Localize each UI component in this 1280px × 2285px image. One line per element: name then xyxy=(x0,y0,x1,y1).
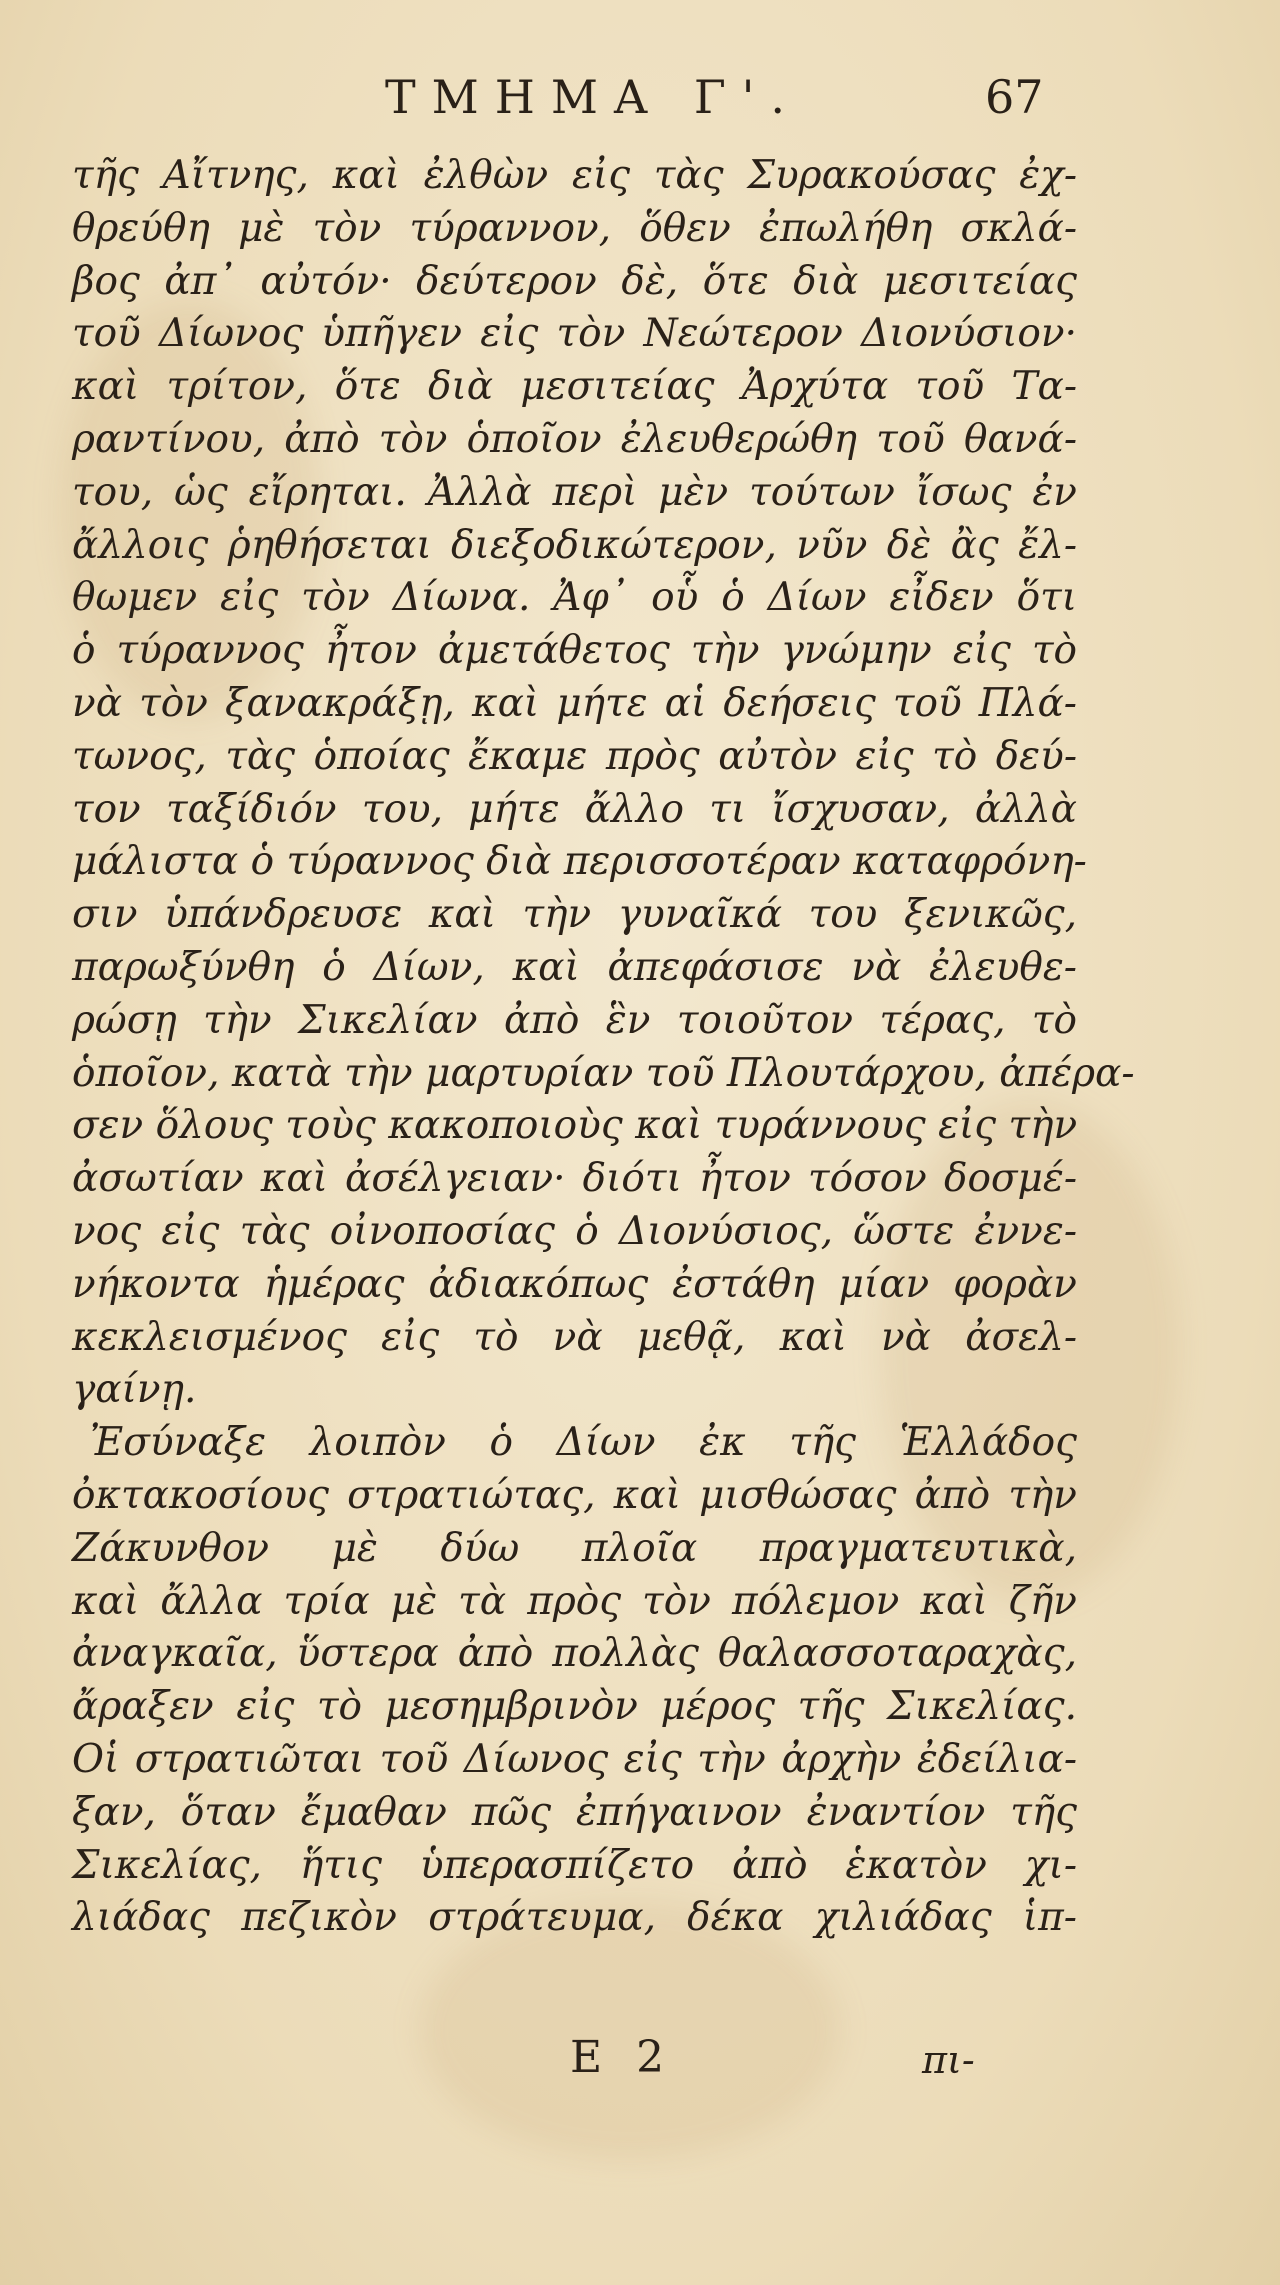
text-line: ραντίνου, ἀπὸ τὸν ὁποῖον ἐλευθερώθη τοῦ θανά- xyxy=(72,416,1077,462)
text-line: καὶ ἄλλα τρία μὲ τὰ πρὸς τὸν πόλεμον καὶ ζῆν xyxy=(72,1578,1077,1624)
text-line: Οἱ στρατιῶται τοῦ Δίωνος εἰς τὴν ἀρχὴν ἐδείλια- xyxy=(72,1736,1077,1782)
main-text xyxy=(72,150,1135,1945)
text-line: ὁ τύραννος ἦτον ἀμετάθετος τὴν γνώμην εἰς τὸ xyxy=(72,628,1077,674)
text-line: κεκλεισμένος εἰς τὸ νὰ μεθᾷ, καὶ νὰ ἀσελ- xyxy=(72,1314,1077,1360)
text-line: σιν ὑπάνδρευσε καὶ τὴν γυναῖκά του ξενικῶς, xyxy=(72,892,1077,938)
text-line: βος ἀπ᾽ αὐτόν· δεύτερον δὲ, ὅτε διὰ μεσιτείας xyxy=(72,258,1077,304)
page-number: 67 xyxy=(985,70,1044,124)
text-line: θρεύθη μὲ τὸν τύραννον, ὅθεν ἐπωλήθη σκλά- xyxy=(72,205,1077,251)
text-line: ἀσωτίαν καὶ ἀσέλγειαν· διότι ἦτον τόσον δοσμέ- xyxy=(72,1156,1077,1202)
text-line: τον ταξίδιόν του, μήτε ἄλλο τι ἴσχυσαν, ἀλλὰ xyxy=(72,786,1077,832)
text-line: λιάδας πεζικὸν στράτευμα, δέκα χιλιάδας ἱπ- xyxy=(72,1895,1077,1941)
text-line: τοῦ Δίωνος ὑπῆγεν εἰς τὸν Νεώτερον Διονύσιον· xyxy=(72,311,1077,357)
catchword: πι- xyxy=(922,2038,975,2082)
text-line: νήκοντα ἡμέρας ἀδιακόπως ἐστάθη μίαν φορὰν xyxy=(72,1261,1077,1307)
text-line: ἄραξεν εἰς τὸ μεσημβρινὸν μέρος τῆς Σικελίας. xyxy=(72,1684,1077,1730)
text-line: μάλιστα ὁ τύραννος διὰ περισσοτέραν καταφρόνη- xyxy=(72,839,1087,885)
text-line: ρώσῃ τὴν Σικελίαν ἀπὸ ἓν τοιοῦτον τέρας, τὸ xyxy=(72,997,1077,1043)
text-line: ὁποῖον, κατὰ τὴν μαρτυρίαν τοῦ Πλουτάρχου, ἀπέρα- xyxy=(72,1050,1135,1096)
text-line: καὶ τρίτον, ὅτε διὰ μεσιτείας Ἀρχύτα τοῦ Τα- xyxy=(72,364,1077,410)
text-line: ἀναγκαῖα, ὕστερα ἀπὸ πολλὰς θαλασσοταραχὰς, xyxy=(72,1631,1077,1677)
text-line: ἄλλοις ῥηθήσεται διεξοδικώτερον, νῦν δὲ ἂς ἔλ- xyxy=(72,522,1077,568)
text-line: γαίνῃ. xyxy=(72,1367,197,1413)
text-line: νὰ τὸν ξανακράξῃ, καὶ μήτε αἱ δεήσεις τοῦ Πλά- xyxy=(72,680,1077,726)
text-line: ξαν, ὅταν ἔμαθαν πῶς ἐπήγαινον ἐναντίον τῆς xyxy=(72,1789,1077,1835)
page-footer xyxy=(0,2032,1280,2092)
text-line: Ζάκυνθον μὲ δύω πλοῖα πραγματευτικὰ, xyxy=(72,1525,1077,1571)
paragraph xyxy=(72,1417,1077,1945)
text-line: τῆς Αἴτνης, καὶ ἐλθὼν εἰς τὰς Συρακούσας ἐχ- xyxy=(72,153,1077,198)
text-line: θωμεν εἰς τὸν Δίωνα. Ἀφ᾽ οὗ ὁ Δίων εἶδεν ὅτι xyxy=(72,575,1077,621)
text-line: Ἐσύναξε λοιπὸν ὁ Δίων ἐκ τῆς Ἑλλάδος xyxy=(90,1420,1077,1466)
running-title: ΤΜΗΜΑ Γ'. xyxy=(385,70,802,124)
text-line: τωνος, τὰς ὁποίας ἔκαμε πρὸς αὐτὸν εἰς τὸ δεύ- xyxy=(72,733,1077,779)
text-line: παρωξύνθη ὁ Δίων, καὶ ἀπεφάσισε νὰ ἐλευθε- xyxy=(72,944,1077,990)
page-header xyxy=(0,70,1280,130)
paragraph xyxy=(72,150,1135,1417)
signature-mark: E 2 xyxy=(570,2032,675,2083)
text-line: του, ὡς εἴρηται. Ἀλλὰ περὶ μὲν τούτων ἴσως ἐν xyxy=(72,469,1077,515)
text-line: νος εἰς τὰς οἰνοποσίας ὁ Διονύσιος, ὥστε ἐννε- xyxy=(72,1208,1077,1254)
text-line: Σικελίας, ἥτις ὑπερασπίζετο ἀπὸ ἑκατὸν χι- xyxy=(72,1842,1077,1888)
text-line: ὀκτακοσίους στρατιώτας, καὶ μισθώσας ἀπὸ τὴν xyxy=(72,1472,1077,1518)
text-line: σεν ὅλους τοὺς κακοποιοὺς καὶ τυράννους εἰς τὴν xyxy=(72,1103,1078,1149)
